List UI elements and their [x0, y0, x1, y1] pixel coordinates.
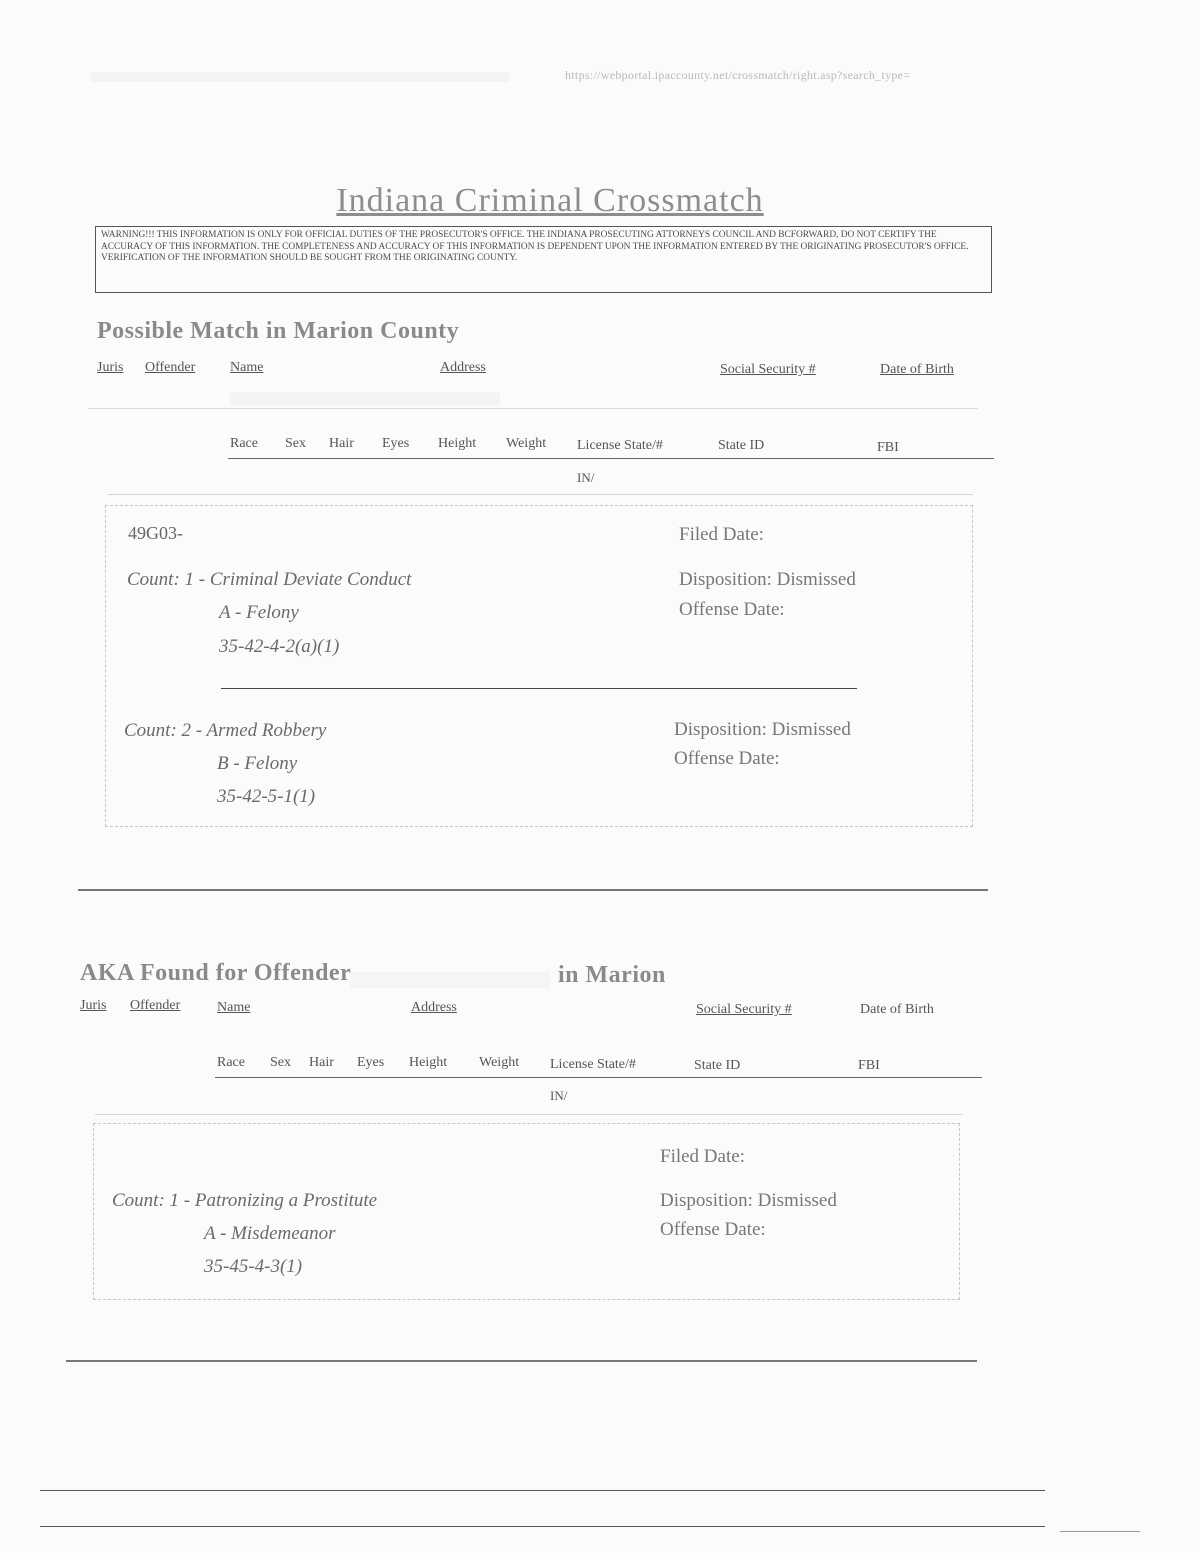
aka-count-1-statute: 35-45-4-3(1): [204, 1256, 303, 1277]
aka-count-1-class: A - Misdemeanor: [204, 1223, 336, 1244]
aka-sub-state-id: State ID: [694, 1058, 741, 1073]
aka-header-juris: Juris: [80, 998, 107, 1013]
page-title: Indiana Criminal Crossmatch: [336, 182, 764, 219]
match-sub-rule: [228, 458, 994, 459]
aka-license-value: IN/: [550, 1088, 568, 1103]
aka-sub-license: License State/#: [550, 1057, 636, 1072]
match-case-box: [105, 505, 973, 827]
match-sub-state-id: State ID: [718, 438, 765, 453]
match-sub-hair: Hair: [329, 436, 354, 451]
match-header-ssn: Social Security #: [720, 362, 816, 377]
match-count-1-class: A - Felony: [219, 602, 299, 623]
match-count-2-title: Count: 2 - Armed Robbery: [124, 720, 327, 741]
aka-filed-date: Filed Date:: [660, 1146, 745, 1167]
match-section-title: Possible Match in Marion County: [97, 318, 460, 344]
aka-section-title-county: in Marion: [558, 962, 666, 988]
match-case-number: 49G03-: [128, 523, 183, 543]
redaction-mark: [230, 392, 500, 406]
aka-sub-rule: [215, 1077, 982, 1078]
match-header-juris: Juris: [97, 360, 124, 375]
match-sub-sex: Sex: [285, 436, 306, 451]
aka-header-dob: Date of Birth: [860, 1002, 934, 1017]
match-header-name: Name: [230, 360, 264, 375]
match-sub-weight: Weight: [506, 436, 547, 451]
aka-header-address: Address: [411, 1000, 457, 1015]
match-sub-race: Race: [230, 436, 258, 451]
match-row-rule: [108, 494, 973, 495]
aka-sub-fbi: FBI: [858, 1058, 880, 1073]
match-count-2-disposition: Disposition: Dismissed: [674, 719, 851, 740]
redaction-mark: [350, 972, 550, 988]
aka-sub-eyes: Eyes: [357, 1055, 385, 1070]
aka-header-offender: Offender: [130, 998, 181, 1013]
footer-rule: [40, 1490, 1045, 1491]
match-count-2-offense-date: Offense Date:: [674, 748, 780, 769]
aka-section-title: AKA Found for Offender: [80, 960, 352, 986]
header-smudge: [90, 72, 510, 82]
match-count-2-class: B - Felony: [217, 753, 298, 774]
match-count-1-disposition: Disposition: Dismissed: [679, 569, 856, 590]
match-count-2-statute: 35-42-5-1(1): [217, 786, 316, 807]
aka-row-rule: [95, 1114, 963, 1115]
match-sub-fbi: FBI: [877, 440, 899, 455]
match-header-offender: Offender: [145, 360, 196, 375]
match-sub-eyes: Eyes: [382, 436, 410, 451]
match-filed-date: Filed Date:: [679, 524, 764, 545]
match-header-address: Address: [440, 360, 486, 375]
match-sub-license: License State/#: [577, 438, 663, 453]
aka-sub-height: Height: [409, 1055, 448, 1070]
match-count-1-title: Count: 1 - Criminal Deviate Conduct: [127, 569, 412, 590]
aka-header-name: Name: [217, 1000, 251, 1015]
aka-count-1-disposition: Disposition: Dismissed: [660, 1190, 837, 1211]
count-divider: [221, 688, 857, 689]
section-divider: [78, 889, 988, 891]
match-header-rule: [88, 408, 978, 409]
aka-sub-sex: Sex: [270, 1055, 291, 1070]
section-divider: [66, 1360, 977, 1362]
match-license-value: IN/: [577, 470, 595, 485]
footer-rule-stub: [1060, 1531, 1140, 1532]
header-url-text: https://webportal.ipaccounty.net/crossmatch/right.asp?search_type=: [565, 68, 911, 82]
aka-sub-hair: Hair: [309, 1055, 334, 1070]
match-header-dob: Date of Birth: [880, 362, 954, 377]
aka-header-ssn: Social Security #: [696, 1002, 792, 1017]
aka-count-1-title: Count: 1 - Patronizing a Prostitute: [112, 1190, 378, 1211]
footer-rule: [40, 1526, 1045, 1527]
aka-sub-race: Race: [217, 1055, 245, 1070]
match-sub-height: Height: [438, 436, 477, 451]
aka-count-1-offense-date: Offense Date:: [660, 1219, 766, 1240]
warning-notice: WARNING!!! THIS INFORMATION IS ONLY FOR OFFICIAL DUTIES OF THE PROSECUTOR'S OFFICE. THE INDIANA PROSECUTING ATTORNEYS COUNCIL AND BCFORWARD, DO NOT CERTIFY THE ACCURACY OF THIS INFORMATION. THE COMPLETENESS AND ACCURACY OF THIS INFORMATION IS DEPENDENT UPON THE INFORMATION ENTERED BY THE ORIGINATING PROSECUTOR'S OFFICE. VERIFICATION OF THE INFORMATION SHOULD BE SOUGHT FROM THE ORIGINATING COUNTY.: [95, 226, 992, 293]
match-count-1-statute: 35-42-4-2(a)(1): [219, 636, 340, 657]
aka-sub-weight: Weight: [479, 1055, 520, 1070]
match-count-1-offense-date: Offense Date:: [679, 599, 785, 620]
